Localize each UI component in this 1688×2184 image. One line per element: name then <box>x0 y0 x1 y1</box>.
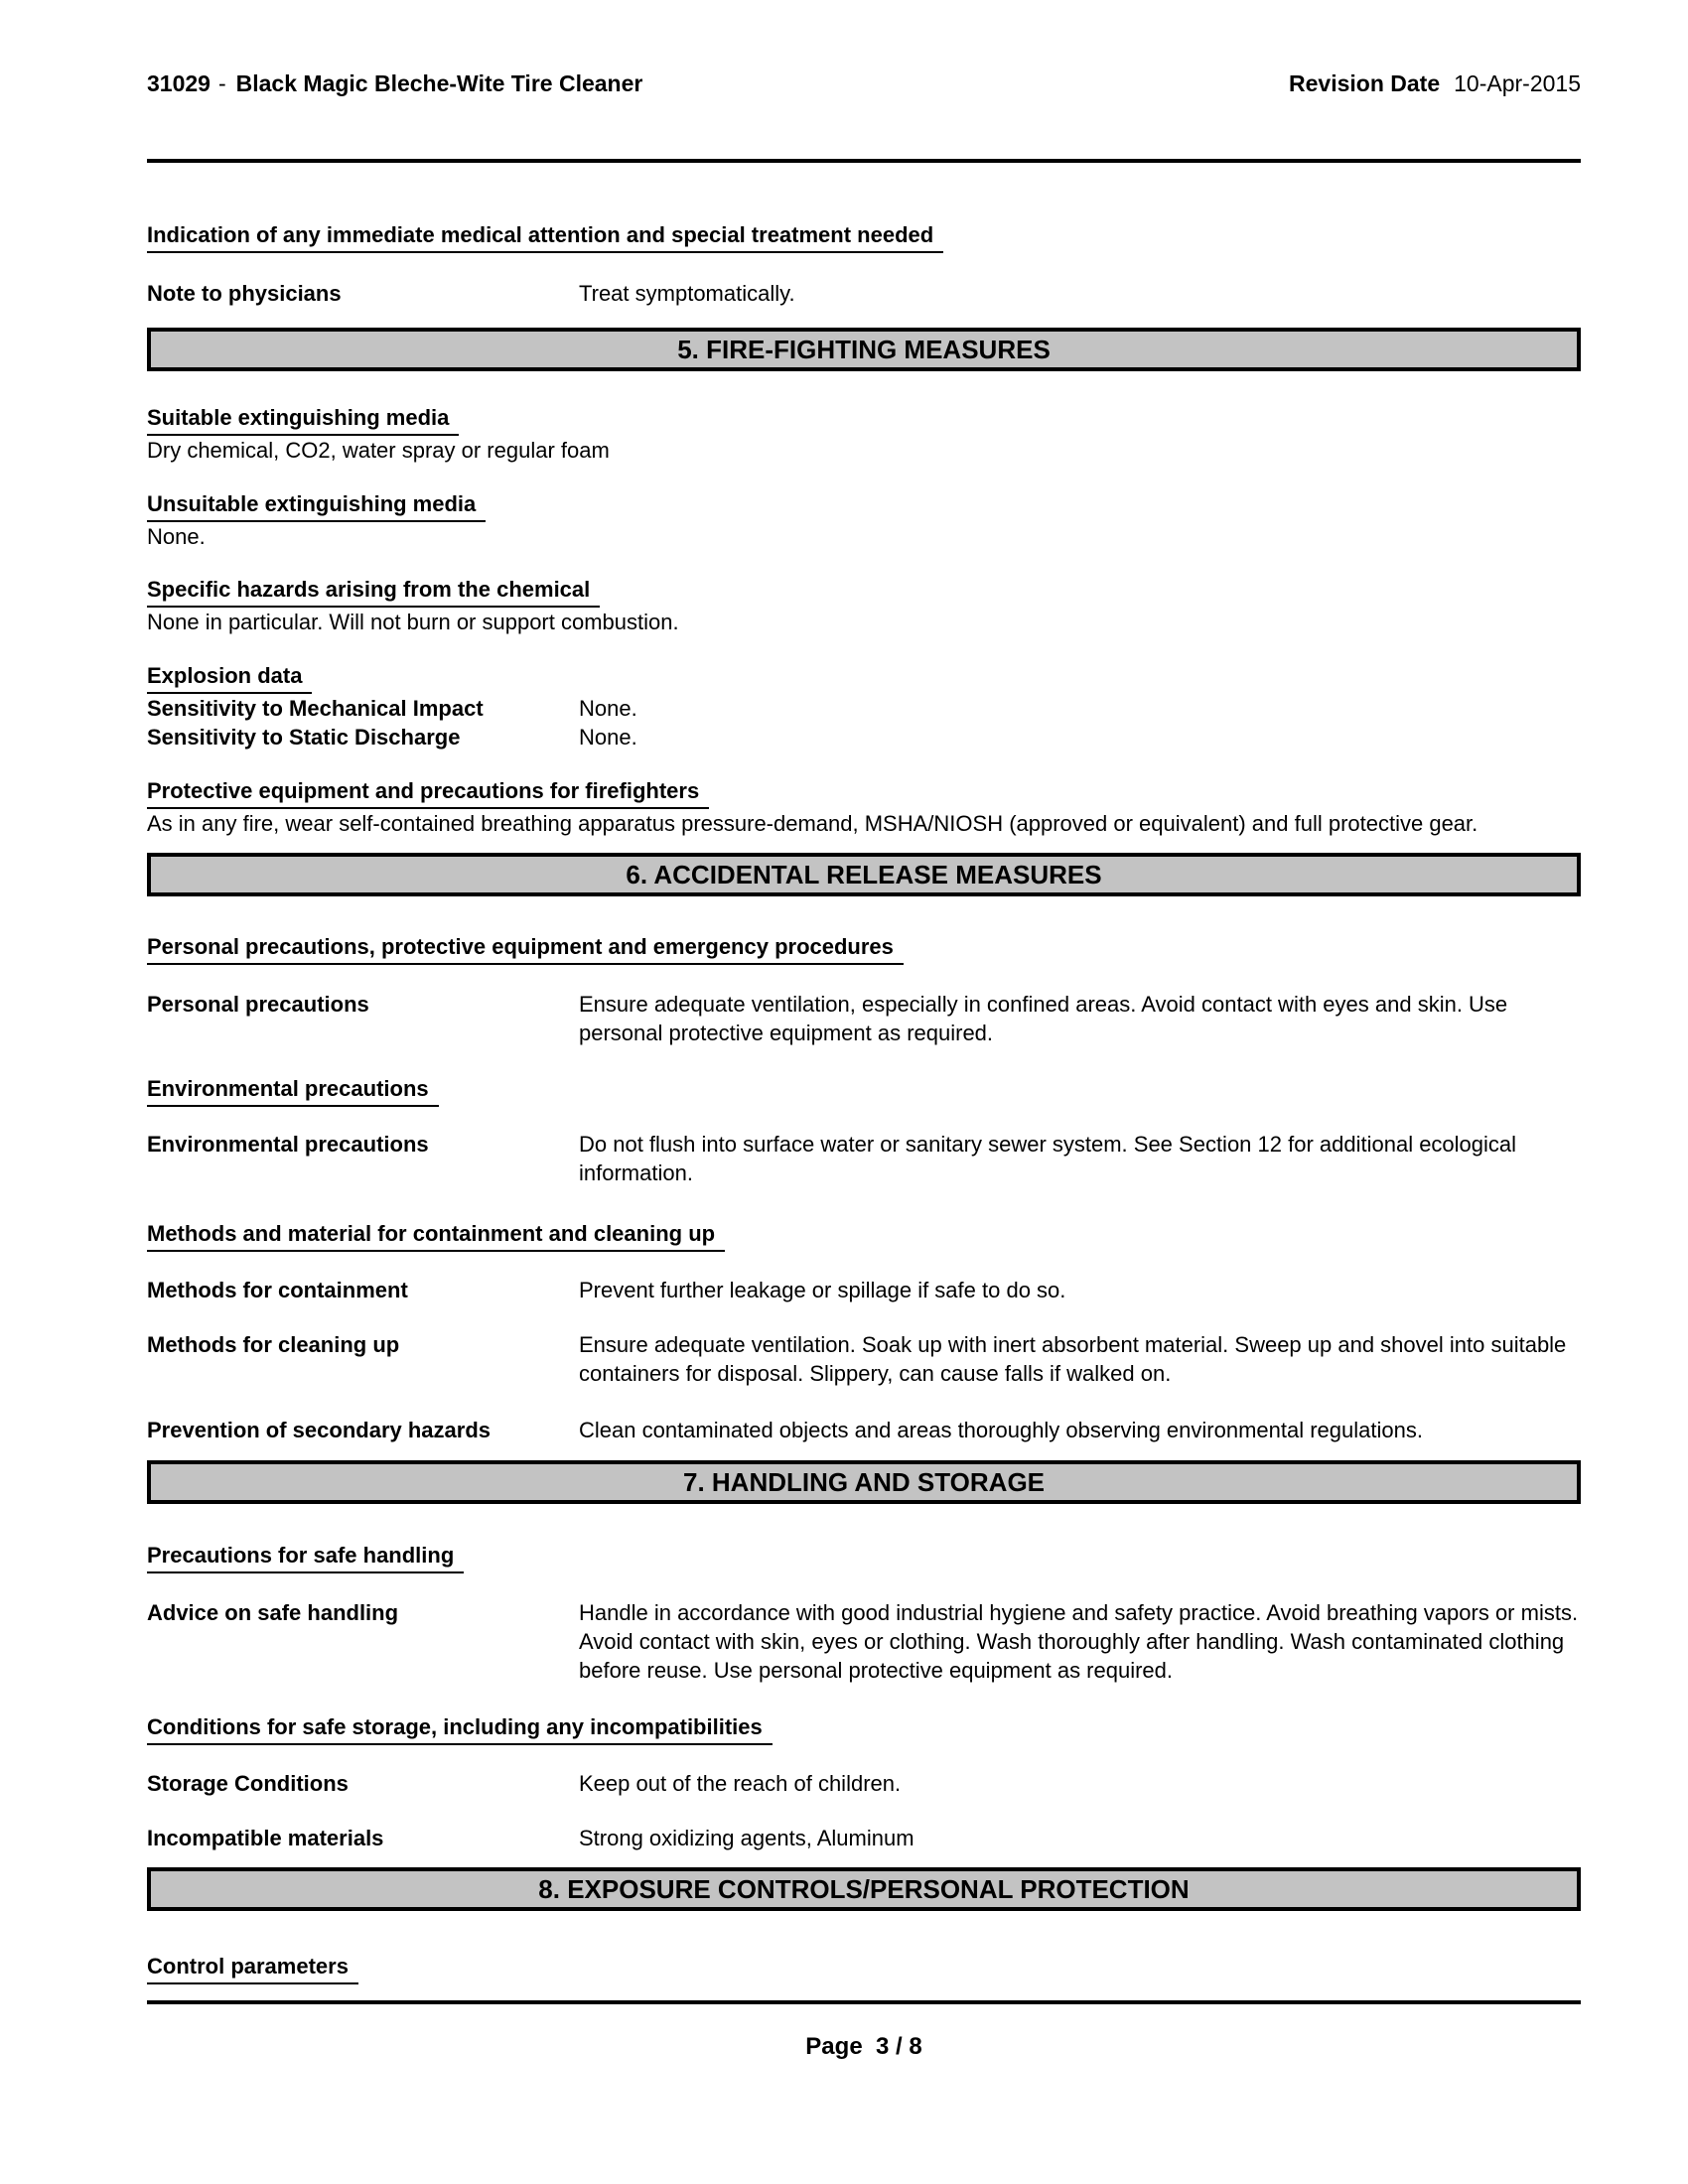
revision-info <box>1289 69 1581 97</box>
note-to-physicians-row <box>147 279 1581 308</box>
specific-hazards-block <box>147 575 1581 608</box>
personal-precautions-block <box>147 932 1581 965</box>
explosion-data-heading: Explosion data <box>147 662 312 694</box>
safe-handling-block <box>147 1541 1581 1573</box>
product-identifier <box>147 69 642 97</box>
section-5-header: 5. FIRE-FIGHTING MEASURES <box>147 328 1581 371</box>
methods-cleanup-row <box>147 1330 1581 1388</box>
personal-precautions-heading: Personal precautions, protective equipment and emergency procedures <box>147 933 904 965</box>
section-8-header: 8. EXPOSURE CONTROLS/PERSONAL PROTECTION <box>147 1867 1581 1911</box>
protective-equipment-heading: Protective equipment and precautions for firefighters <box>147 777 709 809</box>
static-discharge-value: None. <box>579 725 637 750</box>
storage-conditions-value: Keep out of the reach of children. <box>579 1771 902 1796</box>
unsuitable-media-text: None. <box>147 524 206 549</box>
safe-storage-block <box>147 1712 1581 1745</box>
advice-safe-handling-row <box>147 1598 1581 1685</box>
revision-date-value: 10-Apr-2015 <box>1454 70 1581 96</box>
personal-precautions-value: Ensure adequate ventilation, especially in confined areas. Avoid contact with eyes and skin. Use personal protective equipment as required. <box>579 992 1508 1045</box>
storage-conditions-label: Storage Conditions <box>147 1771 349 1796</box>
control-parameters-block <box>147 1952 1581 1984</box>
methods-cleanup-label: Methods for cleaning up <box>147 1332 400 1357</box>
environmental-precautions-row <box>147 1130 1581 1187</box>
environmental-precautions-value: Do not flush into surface water or sanitary sewer system. See Section 12 for additional ecological information. <box>579 1132 1517 1185</box>
advice-safe-handling-label: Advice on safe handling <box>147 1600 399 1625</box>
storage-conditions-row <box>147 1769 1581 1798</box>
personal-precautions-row <box>147 990 1581 1047</box>
specific-hazards-heading: Specific hazards arising from the chemical <box>147 576 600 608</box>
incompatible-materials-row <box>147 1824 1581 1852</box>
mechanical-impact-value: None. <box>579 696 637 721</box>
medical-attention-heading: Indication of any immediate medical attention and special treatment needed <box>147 221 943 253</box>
personal-precautions-label: Personal precautions <box>147 992 369 1017</box>
suitable-media-block <box>147 403 1581 436</box>
product-number-separator: - <box>217 70 226 96</box>
secondary-hazards-label: Prevention of secondary hazards <box>147 1418 491 1442</box>
note-to-physicians-value: Treat symptomatically. <box>579 281 795 306</box>
note-to-physicians-label: Note to physicians <box>147 281 342 306</box>
methods-containment-row <box>147 1276 1581 1304</box>
mechanical-impact-label: Sensitivity to Mechanical Impact <box>147 696 484 721</box>
section-7-header: 7. HANDLING AND STORAGE <box>147 1460 1581 1504</box>
mechanical-impact-row <box>147 694 1581 723</box>
safe-handling-heading: Precautions for safe handling <box>147 1542 464 1573</box>
product-number: 31029 <box>147 70 211 96</box>
unsuitable-media-heading: Unsuitable extinguishing media <box>147 490 486 522</box>
document-header <box>147 69 1581 97</box>
control-parameters-heading: Control parameters <box>147 1953 358 1984</box>
specific-hazards-text: None in particular. Will not burn or support combustion. <box>147 610 679 634</box>
unsuitable-media-block <box>147 489 1581 522</box>
section-6-header: 6. ACCIDENTAL RELEASE MEASURES <box>147 853 1581 896</box>
revision-date-label: Revision Date <box>1289 70 1441 96</box>
environmental-precautions-heading: Environmental precautions <box>147 1075 439 1107</box>
static-discharge-label: Sensitivity to Static Discharge <box>147 725 461 750</box>
secondary-hazards-row <box>147 1416 1581 1444</box>
methods-material-heading: Methods and material for containment and cleaning up <box>147 1220 725 1252</box>
header-divider <box>147 159 1581 163</box>
static-discharge-row <box>147 723 1581 751</box>
suitable-media-heading: Suitable extinguishing media <box>147 404 459 436</box>
protective-equipment-text: As in any fire, wear self-contained breathing apparatus pressure-demand, MSHA/NIOSH (approved or equivalent) and full protective gear. <box>147 811 1478 836</box>
methods-cleanup-value: Ensure adequate ventilation. Soak up with inert absorbent material. Sweep up and shovel into suitable containers for disposal. Slippery, can cause falls if walked on. <box>579 1332 1567 1386</box>
incompatible-materials-label: Incompatible materials <box>147 1826 384 1850</box>
protective-equipment-block <box>147 776 1581 809</box>
product-name: Black Magic Bleche-Wite Tire Cleaner <box>235 70 643 96</box>
methods-containment-value: Prevent further leakage or spillage if safe to do so. <box>579 1278 1066 1302</box>
environmental-precautions-label: Environmental precautions <box>147 1132 429 1157</box>
methods-containment-label: Methods for containment <box>147 1278 408 1302</box>
safe-storage-heading: Conditions for safe storage, including any incompatibilities <box>147 1713 773 1745</box>
suitable-media-text: Dry chemical, CO2, water spray or regular foam <box>147 438 610 463</box>
medical-attention-block <box>147 220 1581 253</box>
secondary-hazards-value: Clean contaminated objects and areas thoroughly observing environmental regulations. <box>579 1418 1423 1442</box>
footer-divider <box>147 2000 1581 2004</box>
incompatible-materials-value: Strong oxidizing agents, Aluminum <box>579 1826 914 1850</box>
advice-safe-handling-value: Handle in accordance with good industrial hygiene and safety practice. Avoid breathing vapors or mists. Avoid contact with skin, eyes or clothing. Wash thoroughly after handling. Wash contaminated clothing before reuse. Use personal protective equipment as required. <box>579 1600 1579 1683</box>
explosion-data-block <box>147 661 1581 694</box>
environmental-precautions-block <box>147 1074 1581 1107</box>
page-number: Page 3 / 8 <box>805 2033 922 2060</box>
methods-material-block <box>147 1219 1581 1252</box>
